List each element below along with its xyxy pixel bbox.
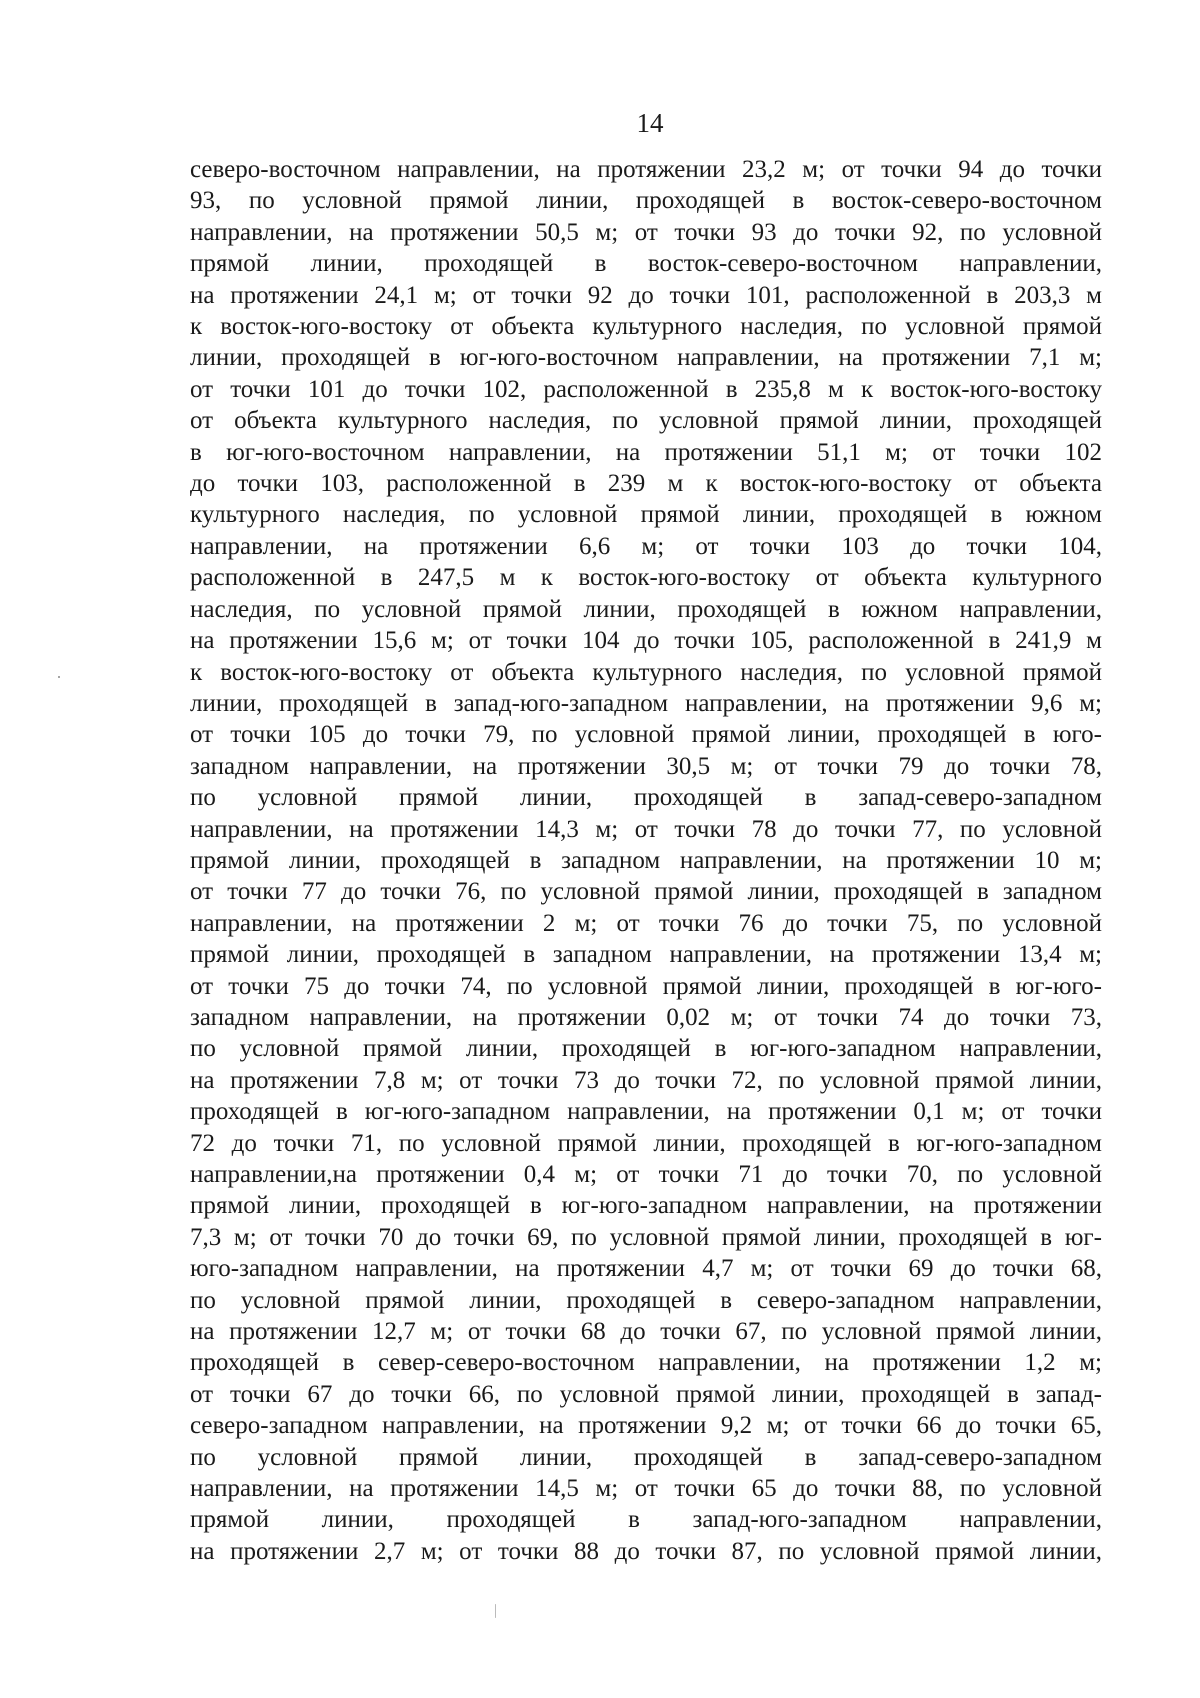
- text-line: направлении, на протяжении 50,5 м; от точки 93 до точки 92, по условной: [190, 218, 1102, 246]
- text-line: наследия, по условной прямой линии, проходящей в южном направлении,: [190, 595, 1102, 623]
- page-number: 14: [636, 108, 664, 138]
- text-line: направлении, на протяжении 14,5 м; от точки 65 до точки 88, по условной: [190, 1475, 1102, 1503]
- text-line: западном направлении, на протяжении 30,5 м; от точки 79 до точки 78,: [190, 752, 1102, 780]
- text-line: на протяжении 7,8 м; от точки 73 до точки 72, по условной прямой линии,: [190, 1066, 1102, 1094]
- text-line: до точки 103, расположенной в 239 м к восток-юго-востоку от объекта: [190, 470, 1102, 498]
- text-line: проходящей в юг-юго-западном направлении, на протяжении 0,1 м; от точки: [190, 1098, 1102, 1126]
- text-line: северо-восточном направлении, на протяжении 23,2 м; от точки 94 до точки: [190, 156, 1102, 183]
- text-line: на протяжении 12,7 м; от точки 68 до точки 67, по условной прямой линии,: [190, 1318, 1102, 1346]
- text-line: по условной прямой линии, проходящей в юг-юго-западном направлении,: [190, 1035, 1102, 1063]
- text-line: прямой линии, проходящей в западном направлении, на протяжении 10 м;: [190, 846, 1102, 874]
- scan-speck: [495, 1604, 496, 1618]
- text-line: прямой линии, проходящей в запад-юго-западном направлении,: [190, 1506, 1102, 1534]
- text-line: юго-западном направлении, на протяжении 4,7 м; от точки 69 до точки 68,: [190, 1255, 1102, 1283]
- text-line: по условной прямой линии, проходящей в запад-северо-западном: [190, 1443, 1102, 1471]
- text-line: на протяжении 24,1 м; от точки 92 до точки 101, расположенной в 203,3 м: [190, 281, 1102, 309]
- text-line: направлении, на протяжении 6,6 м; от точки 103 до точки 104,: [190, 532, 1102, 560]
- text-line: 93, по условной прямой линии, проходящей в восток-северо-восточном: [190, 187, 1102, 215]
- text-line: северо-западном направлении, на протяжении 9,2 м; от точки 66 до точки 65,: [190, 1412, 1102, 1440]
- text-line: линии, проходящей в юг-юго-восточном направлении, на протяжении 7,1 м;: [190, 344, 1102, 372]
- text-line: от точки 77 до точки 76, по условной прямой линии, проходящей в западном: [190, 878, 1102, 906]
- text-line: от точки 101 до точки 102, расположенной в 235,8 м к восток-юго-востоку: [190, 375, 1102, 403]
- text-line: западном направлении, на протяжении 0,02 м; от точки 74 до точки 73,: [190, 1003, 1102, 1031]
- text-line: прямой линии, проходящей в юг-юго-западном направлении, на протяжении: [190, 1192, 1102, 1220]
- text-line: от объекта культурного наследия, по условной прямой линии, проходящей: [190, 407, 1102, 435]
- text-line: культурного наследия, по условной прямой линии, проходящей в южном: [190, 501, 1102, 529]
- text-line: прямой линии, проходящей в западном направлении, на протяжении 13,4 м;: [190, 941, 1102, 969]
- text-line: направлении, на протяжении 14,3 м; от точки 78 до точки 77, по условной: [190, 815, 1102, 843]
- text-line: по условной прямой линии, проходящей в запад-северо-западном: [190, 784, 1102, 812]
- text-line: в юг-юго-восточном направлении, на протяжении 51,1 м; от точки 102: [190, 438, 1102, 466]
- text-line: проходящей в север-северо-восточном направлении, на протяжении 1,2 м;: [190, 1349, 1102, 1377]
- text-line: к восток-юго-востоку от объекта культурного наследия, по условной прямой: [190, 313, 1102, 341]
- scan-speck: [58, 676, 60, 678]
- text-line: на протяжении 2,7 м; от точки 88 до точки 87, по условной прямой линии,: [190, 1537, 1102, 1565]
- text-line: прямой линии, проходящей в восток-северо-восточном направлении,: [190, 250, 1102, 278]
- text-line: на протяжении 15,6 м; от точки 104 до точки 105, расположенной в 241,9 м: [190, 627, 1102, 655]
- text-line: к восток-юго-востоку от объекта культурного наследия, по условной прямой: [190, 658, 1102, 686]
- text-line: от точки 75 до точки 74, по условной прямой линии, проходящей в юг-юго-: [190, 972, 1102, 1000]
- text-line: линии, проходящей в запад-юго-западном направлении, на протяжении 9,6 м;: [190, 689, 1102, 717]
- text-line: 7,3 м; от точки 70 до точки 69, по условной прямой линии, проходящей в юг-: [190, 1223, 1102, 1251]
- text-line: от точки 67 до точки 66, по условной прямой линии, проходящей в запад-: [190, 1380, 1102, 1408]
- document-body-text: [190, 154, 1102, 1567]
- text-line: направлении,на протяжении 0,4 м; от точки 71 до точки 70, по условной: [190, 1161, 1102, 1188]
- text-line: от точки 105 до точки 79, по условной прямой линии, проходящей в юго-: [190, 721, 1102, 749]
- text-line: по условной прямой линии, проходящей в северо-западном направлении,: [190, 1286, 1102, 1314]
- text-line: 72 до точки 71, по условной прямой линии, проходящей в юг-юго-западном: [190, 1129, 1102, 1157]
- text-line: направлении, на протяжении 2 м; от точки 76 до точки 75, по условной: [190, 909, 1102, 937]
- text-line: расположенной в 247,5 м к восток-юго-востоку от объекта культурного: [190, 564, 1102, 592]
